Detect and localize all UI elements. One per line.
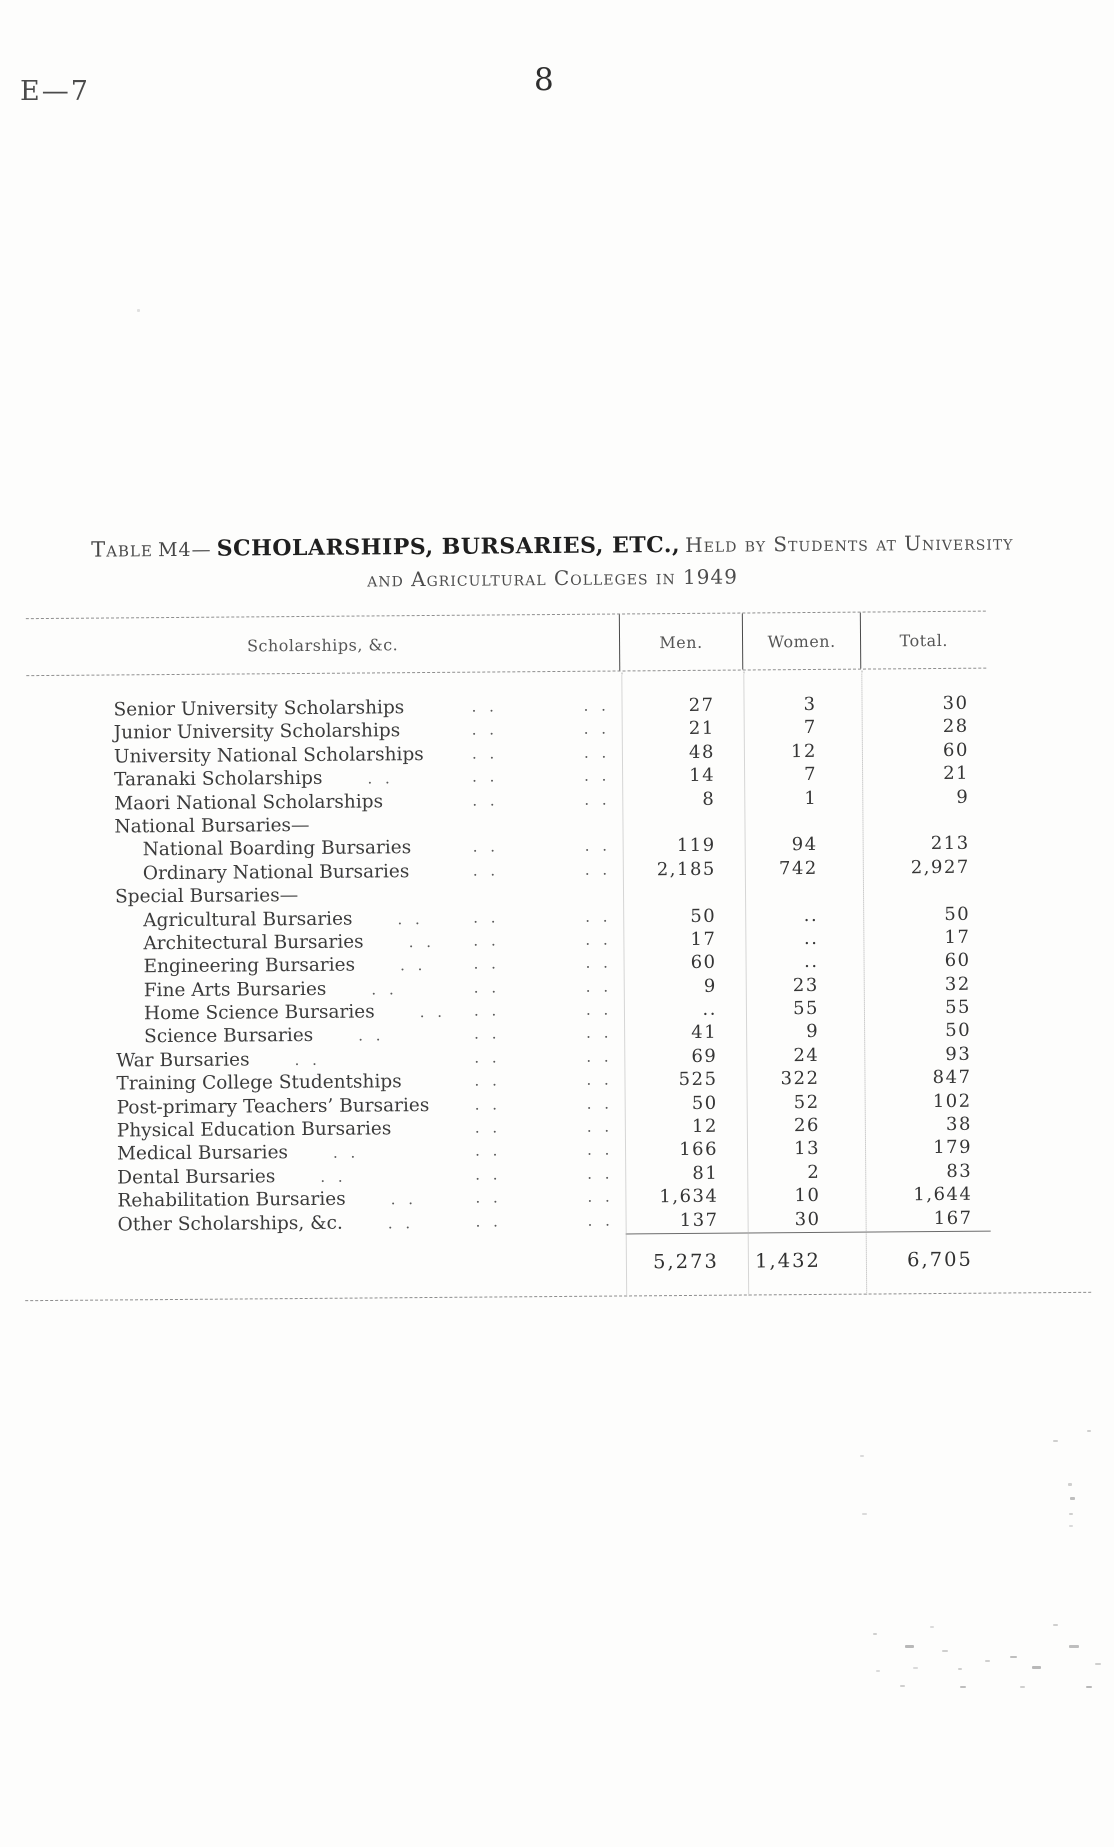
leader-dots: . . — [471, 744, 499, 763]
leader-dots: . . — [475, 1188, 502, 1207]
cell-total: 9 — [956, 786, 970, 808]
cell-men: 525 — [678, 1068, 718, 1091]
cell-total: 50 — [945, 1020, 972, 1042]
cell-women — [744, 810, 862, 834]
row-label: Maori National Scholarships — [114, 790, 384, 815]
leader-dots: . . — [586, 1094, 614, 1113]
leader-dots: . . — [399, 956, 427, 975]
cell-women: .. — [803, 927, 819, 949]
cell-total: 2,927 — [910, 856, 970, 878]
leader-dots: . . — [585, 953, 612, 973]
leader-dots: . . — [584, 790, 611, 809]
table-body — [26, 692, 990, 1238]
column-header-women: Women. — [742, 613, 861, 670]
leader-dots: . . — [358, 1026, 385, 1046]
totals-label-cell — [31, 1247, 626, 1282]
title-table-ref — [158, 539, 212, 561]
cell-men: .. — [702, 998, 718, 1020]
cell-total: 50 — [944, 903, 971, 925]
leader-dots: . . — [367, 769, 394, 788]
cell-total: 55 — [944, 996, 972, 1019]
leader-dots: . . — [397, 909, 424, 928]
cell-women: 7 — [803, 717, 817, 739]
cell-men: 21 — [688, 718, 715, 740]
cell-women: 1 — [804, 787, 818, 809]
leader-dots: . . — [585, 930, 612, 949]
leader-dots: . . — [586, 1117, 614, 1136]
leader-dots: . . — [419, 1002, 447, 1022]
cell-women: 12 — [790, 740, 817, 762]
leader-dots: . . — [471, 697, 498, 716]
cell-men — [623, 881, 745, 905]
leader-dots: . . — [332, 1143, 360, 1163]
leader-dots: . . — [474, 1095, 502, 1114]
cell-women: .. — [803, 904, 819, 926]
cell-women: 26 — [793, 1114, 820, 1137]
table-header-row — [26, 612, 986, 677]
cell-women: 10 — [794, 1185, 821, 1207]
row-label: Senior University Scholarships — [113, 697, 405, 721]
leader-dots: . . — [586, 1070, 613, 1090]
leader-dots: . . — [587, 1164, 614, 1183]
leader-dots: . . — [473, 1001, 501, 1020]
row-label: National Boarding Bursaries — [142, 837, 412, 861]
row-label: National Bursaries— — [114, 814, 310, 838]
cell-men: 14 — [689, 764, 716, 787]
leader-dots: . . — [474, 1071, 501, 1090]
cell-women: 322 — [780, 1068, 820, 1090]
cell-men: 48 — [688, 741, 715, 763]
cell-total: 167 — [933, 1207, 973, 1229]
cell-total: 102 — [932, 1090, 972, 1112]
row-label: Science Bursaries — [144, 1025, 314, 1048]
title-ref-text: M4 — [157, 538, 192, 562]
cell-men: 166 — [679, 1139, 719, 1161]
row-label: Special Bursaries— — [114, 885, 299, 908]
row-label: Medical Bursaries — [116, 1142, 289, 1165]
cell-women: 30 — [794, 1208, 821, 1230]
leader-dots: . . — [474, 1118, 502, 1137]
row-label: War Bursaries — [116, 1049, 250, 1072]
cell-women: 55 — [792, 998, 820, 1020]
cell-men: 8 — [702, 788, 716, 810]
cell-men: 17 — [690, 928, 717, 950]
cell-men: 27 — [688, 694, 715, 716]
cell-total: 60 — [942, 739, 969, 761]
row-label: Taranaki Scholarships — [114, 768, 323, 791]
cell-women — [745, 880, 863, 904]
cell-total: 30 — [942, 692, 969, 714]
leader-dots: . . — [472, 861, 500, 880]
leader-dots: . . — [587, 1211, 614, 1230]
cell-men: 50 — [690, 905, 717, 927]
cell-women: 24 — [793, 1044, 820, 1066]
leader-dots: . . — [584, 860, 612, 879]
leader-dots: . . — [472, 837, 500, 856]
cell-total: 32 — [944, 973, 971, 995]
row-label: Architectural Bursaries — [143, 931, 364, 955]
leader-dots: . . — [474, 1141, 502, 1161]
column-header-total: Total. — [860, 612, 986, 669]
cell-total: 21 — [943, 762, 970, 785]
row-label: Ordinary National Bursaries — [142, 860, 410, 884]
cell-men: 69 — [691, 1045, 718, 1067]
leader-dots: . . — [583, 696, 610, 715]
cell-men: 119 — [676, 835, 716, 857]
row-label: Fine Arts Bursaries — [143, 978, 327, 1001]
cell-men: 81 — [692, 1162, 719, 1184]
column-header-scholarships: Scholarships, &c. — [246, 634, 399, 655]
leader-dots: . . — [475, 1212, 502, 1231]
cell-total: 847 — [932, 1066, 972, 1089]
cell-men — [622, 810, 744, 834]
cell-men: 60 — [690, 952, 717, 974]
leader-dots: . . — [472, 791, 499, 810]
title-held-by: Held by Students at University — [685, 530, 1014, 557]
cell-total — [863, 879, 988, 903]
cell-men: 50 — [691, 1092, 718, 1114]
cell-women: 742 — [778, 857, 818, 879]
cell-men: 9 — [703, 975, 717, 997]
leader-dots: . . — [320, 1167, 347, 1186]
row-label: Physical Education Bursaries — [116, 1118, 392, 1142]
cell-total — [862, 809, 987, 833]
totals-women: 1,432 — [754, 1248, 822, 1273]
leader-dots: . . — [387, 1213, 415, 1232]
leader-dots: . . — [475, 1165, 502, 1184]
cell-men: 12 — [691, 1115, 718, 1137]
row-label: University National Scholarships — [113, 743, 424, 768]
leader-dots: . . — [472, 767, 499, 786]
row-label: Agricultural Bursaries — [143, 908, 353, 931]
cell-total: 60 — [944, 950, 971, 972]
leader-dots: . . — [371, 979, 398, 999]
cell-men: 1,634 — [659, 1185, 719, 1208]
leader-dots: . . — [586, 1140, 614, 1160]
row-label: Engineering Bursaries — [143, 954, 356, 978]
leader-dots: . . — [473, 931, 500, 950]
cell-total: 213 — [930, 833, 970, 855]
row-label: Rehabilitation Bursaries — [117, 1188, 346, 1212]
cell-women: 52 — [793, 1091, 820, 1113]
leader-dots: . . — [584, 766, 611, 785]
title-table-word: Table — [91, 537, 154, 562]
page-number: 8 — [534, 62, 554, 98]
cell-total: 38 — [945, 1113, 972, 1135]
leader-dots: . . — [583, 743, 611, 762]
cell-total: 1,644 — [913, 1183, 973, 1206]
row-label: Home Science Bursaries — [143, 1001, 375, 1025]
leader-dots: . . — [585, 977, 613, 996]
row-label-cell — [31, 1209, 626, 1237]
leader-dots: . . — [408, 932, 436, 952]
leader-dots: . . — [583, 719, 611, 739]
document-reference: E—7 — [20, 76, 90, 107]
leader-dots: . . — [473, 954, 500, 973]
leader-dots: . . — [390, 1190, 418, 1209]
cell-total: 17 — [944, 926, 971, 948]
row-label: Junior University Scholarships — [113, 720, 401, 744]
scholarships-table — [26, 611, 991, 1302]
leader-dots: . . — [473, 978, 501, 997]
cell-total: 179 — [933, 1137, 973, 1159]
table-title — [25, 527, 1079, 598]
leader-dots: . . — [584, 836, 612, 856]
row-label: Training College Studentships — [116, 1071, 402, 1095]
cell-women: 3 — [803, 693, 817, 716]
leader-dots: . . — [586, 1024, 613, 1043]
leader-dots: . . — [474, 1048, 501, 1067]
leader-dots: . . — [471, 720, 499, 740]
row-label: Other Scholarships, &c. — [117, 1212, 343, 1236]
row-label: Dental Bursaries — [117, 1166, 276, 1189]
table-title-line2: and Agricultural Colleges in 1949 — [367, 564, 738, 592]
column-header-men: Men. — [619, 614, 742, 671]
leader-dots: . . — [585, 1000, 613, 1019]
cell-women: 23 — [792, 974, 819, 996]
row-label: Post-primary Teachers’ Bursaries — [116, 1094, 430, 1119]
cell-women: 2 — [807, 1161, 821, 1183]
totals-total: 6,705 — [906, 1247, 973, 1272]
cell-women: 7 — [804, 764, 818, 786]
totals-row — [31, 1245, 991, 1283]
title-emphasis: SCHOLARSHIPS, BURSARIES, ETC., — [216, 532, 681, 562]
cell-women: 13 — [794, 1138, 821, 1160]
cell-total: 93 — [945, 1043, 972, 1065]
cell-men: 41 — [691, 1022, 718, 1044]
cell-women: 9 — [806, 1021, 820, 1043]
leader-dots: . . — [586, 1047, 613, 1066]
cell-men: 137 — [679, 1209, 719, 1231]
cell-total: 28 — [942, 716, 969, 738]
cell-women: .. — [804, 951, 819, 973]
title-dash: — — [191, 538, 212, 561]
leader-dots: . . — [587, 1187, 614, 1206]
leader-dots: . . — [473, 907, 500, 927]
totals-men: 5,273 — [653, 1249, 720, 1274]
leader-dots: . . — [294, 1050, 321, 1069]
leader-dots: . . — [474, 1024, 501, 1044]
cell-total: 83 — [946, 1160, 973, 1182]
leader-dots: . . — [585, 907, 612, 926]
cell-women: 94 — [791, 834, 818, 856]
cell-men: 2,185 — [656, 858, 716, 880]
